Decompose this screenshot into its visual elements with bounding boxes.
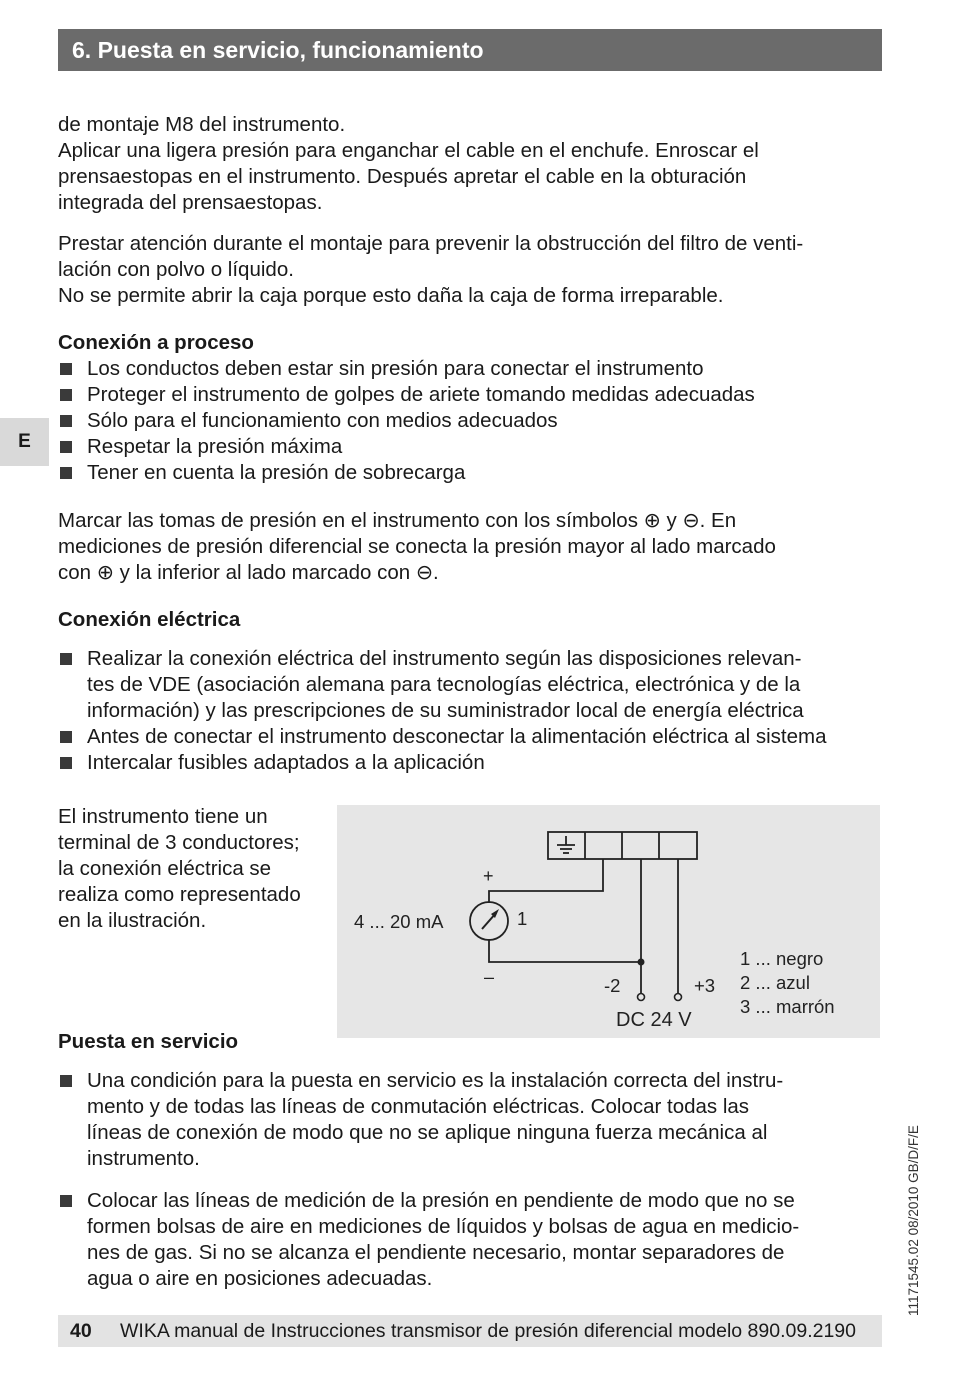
list-item: Los conductos deben estar sin presión para conectar el instrumento xyxy=(58,356,888,382)
junction-dot xyxy=(638,959,645,966)
footer-text: WIKA manual de Instrucciones transmisor de presión diferencial modelo 890.09.2190 xyxy=(120,1320,856,1342)
text-line: mediciones de presión diferencial se conecta la presión mayor al lado marcado xyxy=(58,535,776,558)
minus-sign: – xyxy=(484,967,495,987)
list-item xyxy=(58,750,888,776)
document-reference-text: 11171545.02 08/2010 GB/D/F/E xyxy=(906,1125,921,1316)
ground-icon xyxy=(557,836,575,853)
text-line: nes de gas. Si no se alcanza el pendiente necesario, montar separadores de xyxy=(87,1241,785,1264)
text-line: terminal de 3 conductores; xyxy=(58,831,300,854)
intro-paragraph-1 xyxy=(58,112,888,216)
list-item: Sólo para el funcionamiento con medios adecuados xyxy=(58,408,888,434)
text-line: la conexión eléctrica se xyxy=(58,857,272,880)
startup-list xyxy=(58,1068,888,1292)
current-label: 4 ... 20 mA xyxy=(354,911,444,932)
text-line: líneas de conexión de modo que no se aplique ninguna fuerza mecánica al xyxy=(87,1121,768,1144)
legend-item-3: 3 ... marrón xyxy=(740,996,835,1017)
language-tab: E xyxy=(0,418,49,466)
text-line: de montaje M8 del instrumento. xyxy=(58,113,346,136)
text-line: mento y de todas las líneas de conmutación eléctricas. Colocar todas las xyxy=(87,1095,750,1118)
text-line: agua o aire en posiciones adecuadas. xyxy=(87,1267,433,1290)
text-line: instrumento. xyxy=(87,1147,200,1170)
terminal-neg-label: -2 xyxy=(604,975,621,996)
supply-label: DC 24 V xyxy=(616,1009,692,1031)
electrical-list xyxy=(58,646,888,776)
plus-sign: + xyxy=(483,866,494,886)
text-line: Marcar las tomas de presión en el instrumento con los símbolos ⊕ y ⊖. En xyxy=(58,509,737,532)
text-line: información) y las prescripciones de su suministrador local de energía eléctrica xyxy=(87,699,804,722)
gauge-needle-icon xyxy=(482,909,499,929)
wire-1 xyxy=(489,859,603,903)
terminal-pos-icon xyxy=(675,994,682,1001)
text-line: Colocar las líneas de medición de la presión en pendiente de modo que no se xyxy=(87,1189,795,1212)
text-line: Antes de conectar el instrumento desconectar la alimentación eléctrica al sistema xyxy=(87,725,827,748)
text-line: en la ilustración. xyxy=(58,909,207,932)
electrical-heading: Conexión eléctrica xyxy=(58,608,241,631)
list-item xyxy=(58,646,888,724)
intro-paragraph-2 xyxy=(58,231,888,309)
section-title: 6. Puesta en servicio, funcionamiento xyxy=(72,37,484,63)
list-item xyxy=(58,724,888,750)
wiring-diagram-svg xyxy=(337,805,880,1038)
list-item: Tener en cuenta la presión de sobrecarga xyxy=(58,460,888,486)
process-heading: Conexión a proceso xyxy=(58,331,254,354)
text-line: prensaestopas en el instrumento. Después apretar el cable en la obturación xyxy=(58,165,747,188)
legend-item-1: 1 ... negro xyxy=(740,948,824,969)
meter-number: 1 xyxy=(517,908,528,929)
text-line: Aplicar una ligera presión para enganchar el cable en el enchufe. Enroscar el xyxy=(58,139,759,162)
text-line: El instrumento tiene un xyxy=(58,805,268,828)
list-item xyxy=(58,1068,888,1172)
section-header xyxy=(58,29,882,71)
list-item: Proteger el instrumento de golpes de ariete tomando medidas adecuadas xyxy=(58,382,888,408)
text-line: formen bolsas de aire en mediciones de líquidos y bolsas de agua en medicio- xyxy=(87,1215,800,1238)
text-line: Realizar la conexión eléctrica del instrumento según las disposiciones relevan- xyxy=(87,647,802,670)
terminal-neg-icon xyxy=(638,994,645,1001)
text-line: Una condición para la puesta en servicio es la instalación correcta del instru- xyxy=(87,1069,784,1092)
text-line: con ⊕ y la inferior al lado marcado con ⊖. xyxy=(58,561,439,584)
text-line: Prestar atención durante el montaje para prevenir la obstrucción del filtro de venti- xyxy=(58,232,804,255)
terminal-pos-label: +3 xyxy=(694,975,716,996)
wiring-diagram xyxy=(337,805,880,1038)
process-list xyxy=(58,356,888,486)
legend-item-2: 2 ... azul xyxy=(740,972,810,993)
text-line: lación con polvo o líquido. xyxy=(58,258,294,281)
text-line: No se permite abrir la caja porque esto daña la caja de forma irreparable. xyxy=(58,284,724,307)
text-line: integrada del prensaestopas. xyxy=(58,191,323,214)
text-line: Intercalar fusibles adaptados a la aplicación xyxy=(87,751,485,774)
page-footer xyxy=(58,1315,882,1347)
process-note xyxy=(58,508,888,586)
text-line: tes de VDE (asociación alemana para tecnologías eléctrica, electrónica y de la xyxy=(87,673,801,696)
electrical-side-text xyxy=(58,804,333,934)
text-line: realiza como representado xyxy=(58,883,301,906)
page-number: 40 xyxy=(70,1320,92,1342)
list-item: Respetar la presión máxima xyxy=(58,434,888,460)
wire-2-return xyxy=(489,939,641,962)
startup-heading: Puesta en servicio xyxy=(58,1030,239,1053)
list-item xyxy=(58,1188,888,1292)
